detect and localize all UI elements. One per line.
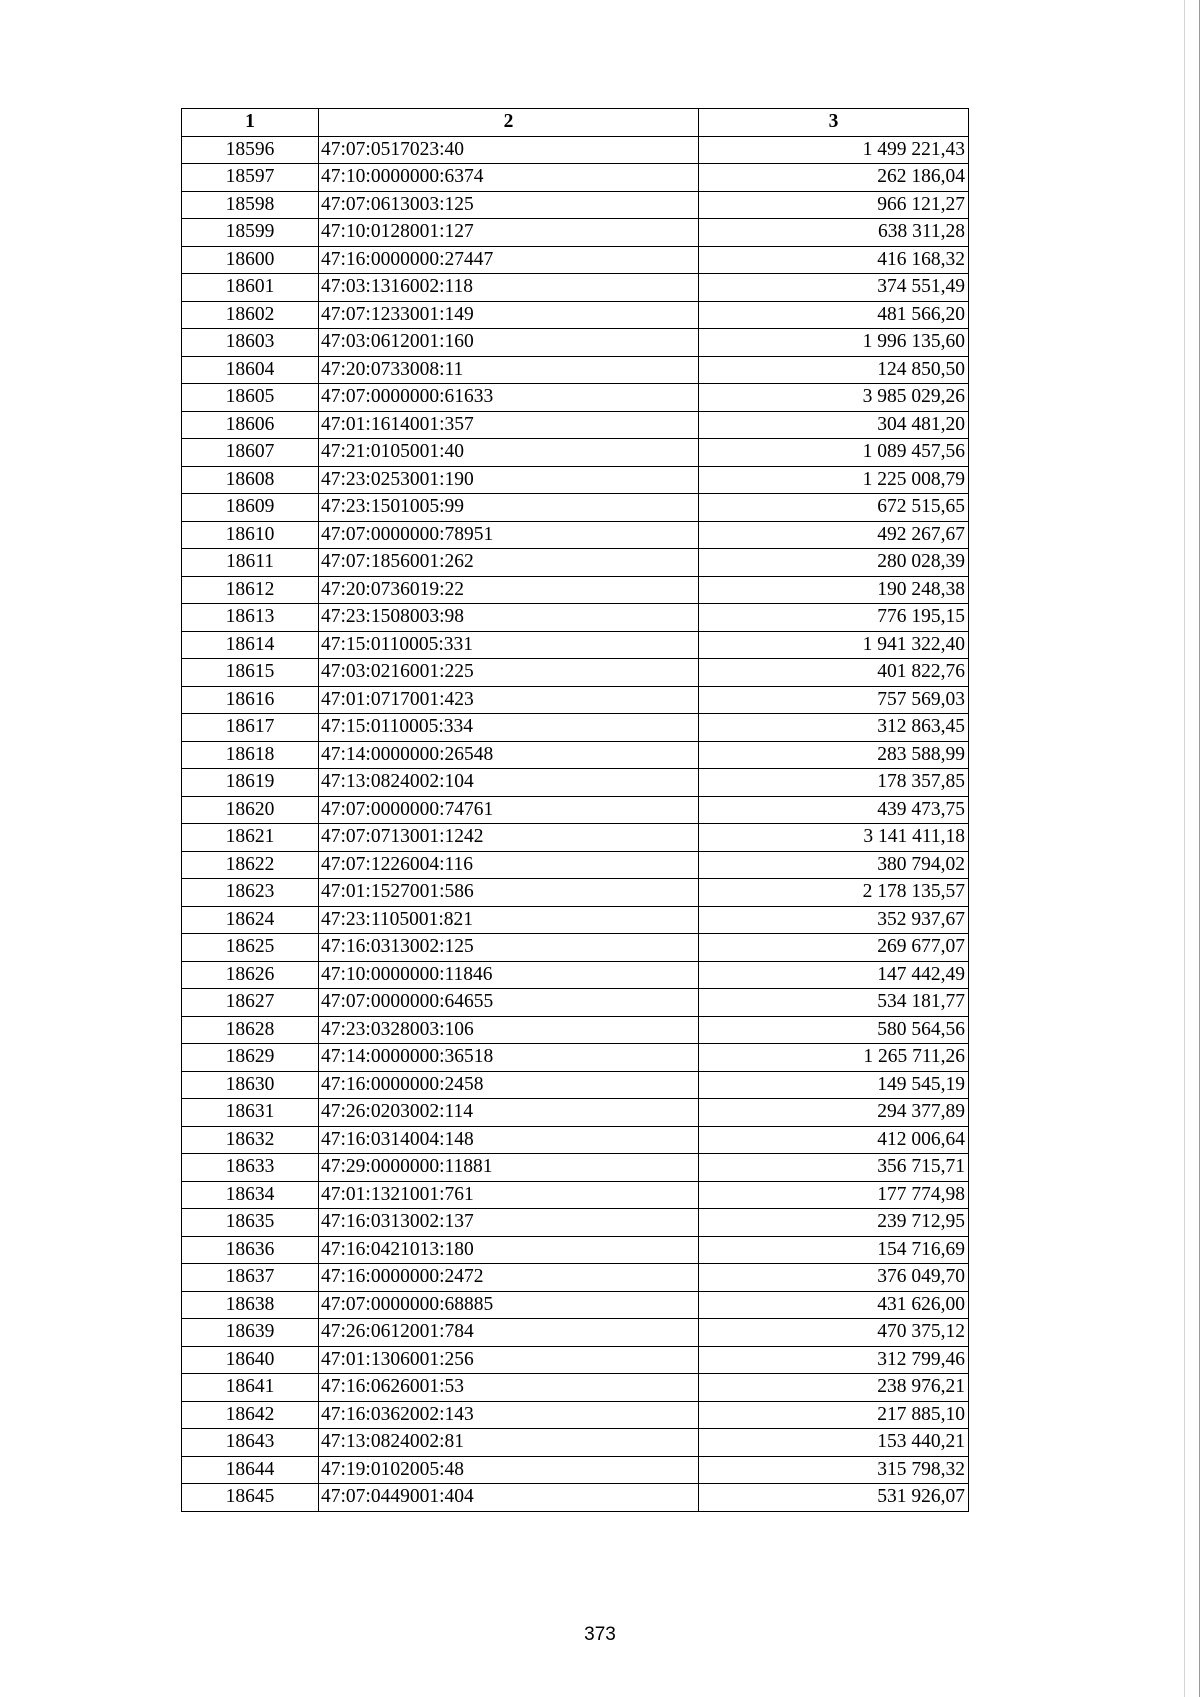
cadastral-number-cell: 47:07:0000000:61633 bbox=[319, 384, 699, 412]
cadastral-number-cell: 47:16:0421013:180 bbox=[319, 1236, 699, 1264]
cadastral-value-cell: 1 941 322,40 bbox=[699, 631, 969, 659]
table-row bbox=[182, 631, 969, 659]
row-number-cell: 18601 bbox=[182, 274, 319, 302]
table-row bbox=[182, 851, 969, 879]
cadastral-number-cell: 47:10:0128001:127 bbox=[319, 219, 699, 247]
cadastral-number-cell: 47:26:0612001:784 bbox=[319, 1319, 699, 1347]
cadastral-value-cell: 149 545,19 bbox=[699, 1071, 969, 1099]
cadastral-number-cell: 47:07:1856001:262 bbox=[319, 549, 699, 577]
cadastral-value-cell: 1 499 221,43 bbox=[699, 136, 969, 164]
row-number-cell: 18640 bbox=[182, 1346, 319, 1374]
table-row bbox=[182, 1044, 969, 1072]
cadastral-value-cell: 1 265 711,26 bbox=[699, 1044, 969, 1072]
row-number-cell: 18613 bbox=[182, 604, 319, 632]
row-number-cell: 18626 bbox=[182, 961, 319, 989]
cadastral-number-cell: 47:14:0000000:26548 bbox=[319, 741, 699, 769]
cadastral-number-cell: 47:26:0203002:114 bbox=[319, 1099, 699, 1127]
row-number-cell: 18618 bbox=[182, 741, 319, 769]
row-number-cell: 18615 bbox=[182, 659, 319, 687]
cadastral-value-cell: 470 375,12 bbox=[699, 1319, 969, 1347]
row-number-cell: 18602 bbox=[182, 301, 319, 329]
cadastral-value-cell: 1 089 457,56 bbox=[699, 439, 969, 467]
cadastral-value-cell: 531 926,07 bbox=[699, 1484, 969, 1512]
table-row bbox=[182, 576, 969, 604]
table-row bbox=[182, 301, 969, 329]
table-row bbox=[182, 1071, 969, 1099]
table-row bbox=[182, 1456, 969, 1484]
row-number-cell: 18616 bbox=[182, 686, 319, 714]
row-number-cell: 18636 bbox=[182, 1236, 319, 1264]
cadastral-number-cell: 47:07:0517023:40 bbox=[319, 136, 699, 164]
row-number-cell: 18637 bbox=[182, 1264, 319, 1292]
cadastral-number-cell: 47:21:0105001:40 bbox=[319, 439, 699, 467]
row-number-cell: 18617 bbox=[182, 714, 319, 742]
cadastral-number-cell: 47:01:1527001:586 bbox=[319, 879, 699, 907]
cadastral-number-cell: 47:07:0449001:404 bbox=[319, 1484, 699, 1512]
row-number-cell: 18599 bbox=[182, 219, 319, 247]
cadastral-number-cell: 47:03:0216001:225 bbox=[319, 659, 699, 687]
cadastral-value-cell: 757 569,03 bbox=[699, 686, 969, 714]
page-edge-line bbox=[1184, 0, 1185, 1697]
row-number-cell: 18596 bbox=[182, 136, 319, 164]
cadastral-value-cell: 412 006,64 bbox=[699, 1126, 969, 1154]
row-number-cell: 18620 bbox=[182, 796, 319, 824]
cadastral-value-cell: 439 473,75 bbox=[699, 796, 969, 824]
cadastral-value-cell: 431 626,00 bbox=[699, 1291, 969, 1319]
cadastral-value-cell: 416 168,32 bbox=[699, 246, 969, 274]
cadastral-number-cell: 47:15:0110005:334 bbox=[319, 714, 699, 742]
cadastral-number-cell: 47:23:0328003:106 bbox=[319, 1016, 699, 1044]
cadastral-number-cell: 47:14:0000000:36518 bbox=[319, 1044, 699, 1072]
cadastral-number-cell: 47:16:0000000:2472 bbox=[319, 1264, 699, 1292]
row-number-cell: 18638 bbox=[182, 1291, 319, 1319]
table-row bbox=[182, 1401, 969, 1429]
row-number-cell: 18609 bbox=[182, 494, 319, 522]
cadastral-value-cell: 672 515,65 bbox=[699, 494, 969, 522]
table-row bbox=[182, 741, 969, 769]
table-row bbox=[182, 439, 969, 467]
cadastral-value-cell: 376 049,70 bbox=[699, 1264, 969, 1292]
cadastral-value-cell: 124 850,50 bbox=[699, 356, 969, 384]
row-number-cell: 18627 bbox=[182, 989, 319, 1017]
row-number-cell: 18645 bbox=[182, 1484, 319, 1512]
cadastral-value-cell: 239 712,95 bbox=[699, 1209, 969, 1237]
row-number-cell: 18634 bbox=[182, 1181, 319, 1209]
cadastral-value-cell: 190 248,38 bbox=[699, 576, 969, 604]
table-row bbox=[182, 1374, 969, 1402]
cadastral-value-cell: 3 985 029,26 bbox=[699, 384, 969, 412]
cadastral-number-cell: 47:13:0824002:81 bbox=[319, 1429, 699, 1457]
cadastral-value-cell: 154 716,69 bbox=[699, 1236, 969, 1264]
cadastral-value-cell: 492 267,67 bbox=[699, 521, 969, 549]
row-number-cell: 18633 bbox=[182, 1154, 319, 1182]
cadastral-value-cell: 283 588,99 bbox=[699, 741, 969, 769]
cadastral-number-cell: 47:29:0000000:11881 bbox=[319, 1154, 699, 1182]
row-number-cell: 18625 bbox=[182, 934, 319, 962]
cadastral-number-cell: 47:16:0626001:53 bbox=[319, 1374, 699, 1402]
table-row bbox=[182, 686, 969, 714]
cadastral-number-cell: 47:23:1501005:99 bbox=[319, 494, 699, 522]
cadastral-number-cell: 47:10:0000000:11846 bbox=[319, 961, 699, 989]
row-number-cell: 18612 bbox=[182, 576, 319, 604]
cadastral-value-table bbox=[181, 108, 969, 1512]
row-number-cell: 18622 bbox=[182, 851, 319, 879]
cadastral-value-cell: 304 481,20 bbox=[699, 411, 969, 439]
row-number-cell: 18606 bbox=[182, 411, 319, 439]
cadastral-value-cell: 638 311,28 bbox=[699, 219, 969, 247]
cadastral-number-cell: 47:13:0824002:104 bbox=[319, 769, 699, 797]
cadastral-number-cell: 47:10:0000000:6374 bbox=[319, 164, 699, 192]
cadastral-value-cell: 580 564,56 bbox=[699, 1016, 969, 1044]
row-number-cell: 18600 bbox=[182, 246, 319, 274]
row-number-cell: 18643 bbox=[182, 1429, 319, 1457]
cadastral-number-cell: 47:23:1105001:821 bbox=[319, 906, 699, 934]
table-row bbox=[182, 549, 969, 577]
cadastral-value-cell: 352 937,67 bbox=[699, 906, 969, 934]
cadastral-value-cell: 776 195,15 bbox=[699, 604, 969, 632]
cadastral-value-cell: 312 863,45 bbox=[699, 714, 969, 742]
cadastral-number-cell: 47:23:1508003:98 bbox=[319, 604, 699, 632]
table-row bbox=[182, 1236, 969, 1264]
cadastral-number-cell: 47:16:0313002:125 bbox=[319, 934, 699, 962]
cadastral-number-cell: 47:15:0110005:331 bbox=[319, 631, 699, 659]
row-number-cell: 18624 bbox=[182, 906, 319, 934]
cadastral-value-cell: 1 996 135,60 bbox=[699, 329, 969, 357]
table-row bbox=[182, 494, 969, 522]
table-row bbox=[182, 1154, 969, 1182]
cadastral-value-cell: 294 377,89 bbox=[699, 1099, 969, 1127]
cadastral-number-cell: 47:01:1306001:256 bbox=[319, 1346, 699, 1374]
table-row bbox=[182, 246, 969, 274]
cadastral-value-cell: 217 885,10 bbox=[699, 1401, 969, 1429]
row-number-cell: 18628 bbox=[182, 1016, 319, 1044]
row-number-cell: 18614 bbox=[182, 631, 319, 659]
table-row bbox=[182, 1264, 969, 1292]
cadastral-number-cell: 47:03:0612001:160 bbox=[319, 329, 699, 357]
row-number-cell: 18619 bbox=[182, 769, 319, 797]
table-header bbox=[182, 109, 969, 137]
row-number-cell: 18603 bbox=[182, 329, 319, 357]
row-number-cell: 18639 bbox=[182, 1319, 319, 1347]
cadastral-number-cell: 47:07:1233001:149 bbox=[319, 301, 699, 329]
table-row bbox=[182, 1016, 969, 1044]
table-row bbox=[182, 1126, 969, 1154]
table-row bbox=[182, 1099, 969, 1127]
table-row bbox=[182, 961, 969, 989]
row-number-cell: 18641 bbox=[182, 1374, 319, 1402]
table-row bbox=[182, 411, 969, 439]
header-row bbox=[182, 109, 969, 137]
cadastral-value-cell: 374 551,49 bbox=[699, 274, 969, 302]
cadastral-value-cell: 3 141 411,18 bbox=[699, 824, 969, 852]
cadastral-number-cell: 47:07:0000000:68885 bbox=[319, 1291, 699, 1319]
cadastral-value-cell: 312 799,46 bbox=[699, 1346, 969, 1374]
cadastral-value-cell: 481 566,20 bbox=[699, 301, 969, 329]
row-number-cell: 18629 bbox=[182, 1044, 319, 1072]
row-number-cell: 18608 bbox=[182, 466, 319, 494]
cadastral-value-cell: 147 442,49 bbox=[699, 961, 969, 989]
row-number-cell: 18610 bbox=[182, 521, 319, 549]
row-number-cell: 18621 bbox=[182, 824, 319, 852]
cadastral-number-cell: 47:23:0253001:190 bbox=[319, 466, 699, 494]
table-row bbox=[182, 824, 969, 852]
table-row bbox=[182, 989, 969, 1017]
table-row bbox=[182, 1346, 969, 1374]
row-number-cell: 18642 bbox=[182, 1401, 319, 1429]
cadastral-value-cell: 1 225 008,79 bbox=[699, 466, 969, 494]
cadastral-value-cell: 534 181,77 bbox=[699, 989, 969, 1017]
cadastral-number-cell: 47:01:0717001:423 bbox=[319, 686, 699, 714]
cadastral-number-cell: 47:19:0102005:48 bbox=[319, 1456, 699, 1484]
table-row bbox=[182, 769, 969, 797]
table-row bbox=[182, 796, 969, 824]
page-number: 373 bbox=[584, 1624, 616, 1645]
table-row bbox=[182, 164, 969, 192]
cadastral-value-cell: 238 976,21 bbox=[699, 1374, 969, 1402]
cadastral-value-cell: 315 798,32 bbox=[699, 1456, 969, 1484]
table-row bbox=[182, 1291, 969, 1319]
table-row bbox=[182, 219, 969, 247]
cadastral-value-cell: 269 677,07 bbox=[699, 934, 969, 962]
cadastral-number-cell: 47:16:0000000:2458 bbox=[319, 1071, 699, 1099]
cadastral-number-cell: 47:16:0362002:143 bbox=[319, 1401, 699, 1429]
table-row bbox=[182, 1209, 969, 1237]
cadastral-number-cell: 47:20:0736019:22 bbox=[319, 576, 699, 604]
cadastral-number-cell: 47:16:0313002:137 bbox=[319, 1209, 699, 1237]
table-row bbox=[182, 191, 969, 219]
cadastral-number-cell: 47:16:0314004:148 bbox=[319, 1126, 699, 1154]
row-number-cell: 18597 bbox=[182, 164, 319, 192]
row-number-cell: 18604 bbox=[182, 356, 319, 384]
table-row bbox=[182, 466, 969, 494]
cadastral-value-cell: 153 440,21 bbox=[699, 1429, 969, 1457]
table-row bbox=[182, 384, 969, 412]
row-number-cell: 18598 bbox=[182, 191, 319, 219]
table-row bbox=[182, 604, 969, 632]
table-row bbox=[182, 356, 969, 384]
cadastral-number-cell: 47:07:1226004:116 bbox=[319, 851, 699, 879]
row-number-cell: 18632 bbox=[182, 1126, 319, 1154]
cadastral-value-cell: 2 178 135,57 bbox=[699, 879, 969, 907]
header-column-1: 1 bbox=[182, 109, 319, 137]
row-number-cell: 18635 bbox=[182, 1209, 319, 1237]
cadastral-value-cell: 177 774,98 bbox=[699, 1181, 969, 1209]
table-row bbox=[182, 659, 969, 687]
table-row bbox=[182, 714, 969, 742]
table-row bbox=[182, 521, 969, 549]
table-row bbox=[182, 274, 969, 302]
cadastral-number-cell: 47:16:0000000:27447 bbox=[319, 246, 699, 274]
cadastral-number-cell: 47:07:0000000:64655 bbox=[319, 989, 699, 1017]
cadastral-value-cell: 401 822,76 bbox=[699, 659, 969, 687]
table-row bbox=[182, 879, 969, 907]
row-number-cell: 18605 bbox=[182, 384, 319, 412]
row-number-cell: 18631 bbox=[182, 1099, 319, 1127]
cadastral-value-cell: 356 715,71 bbox=[699, 1154, 969, 1182]
row-number-cell: 18630 bbox=[182, 1071, 319, 1099]
table-body bbox=[182, 136, 969, 1511]
cadastral-number-cell: 47:07:0613003:125 bbox=[319, 191, 699, 219]
cadastral-number-cell: 47:07:0713001:1242 bbox=[319, 824, 699, 852]
table-row bbox=[182, 136, 969, 164]
cadastral-value-cell: 262 186,04 bbox=[699, 164, 969, 192]
table-row bbox=[182, 1181, 969, 1209]
row-number-cell: 18607 bbox=[182, 439, 319, 467]
row-number-cell: 18623 bbox=[182, 879, 319, 907]
cadastral-value-cell: 178 357,85 bbox=[699, 769, 969, 797]
cadastral-number-cell: 47:01:1614001:357 bbox=[319, 411, 699, 439]
table-row bbox=[182, 906, 969, 934]
header-column-2: 2 bbox=[319, 109, 699, 137]
cadastral-value-cell: 280 028,39 bbox=[699, 549, 969, 577]
cadastral-number-cell: 47:20:0733008:11 bbox=[319, 356, 699, 384]
header-column-3: 3 bbox=[699, 109, 969, 137]
cadastral-number-cell: 47:07:0000000:78951 bbox=[319, 521, 699, 549]
row-number-cell: 18644 bbox=[182, 1456, 319, 1484]
cadastral-value-cell: 966 121,27 bbox=[699, 191, 969, 219]
table-row bbox=[182, 1319, 969, 1347]
cadastral-number-cell: 47:07:0000000:74761 bbox=[319, 796, 699, 824]
table-row bbox=[182, 934, 969, 962]
cadastral-number-cell: 47:01:1321001:761 bbox=[319, 1181, 699, 1209]
cadastral-value-cell: 380 794,02 bbox=[699, 851, 969, 879]
row-number-cell: 18611 bbox=[182, 549, 319, 577]
cadastral-number-cell: 47:03:1316002:118 bbox=[319, 274, 699, 302]
table-row bbox=[182, 1429, 969, 1457]
table-row bbox=[182, 1484, 969, 1512]
table-row bbox=[182, 329, 969, 357]
